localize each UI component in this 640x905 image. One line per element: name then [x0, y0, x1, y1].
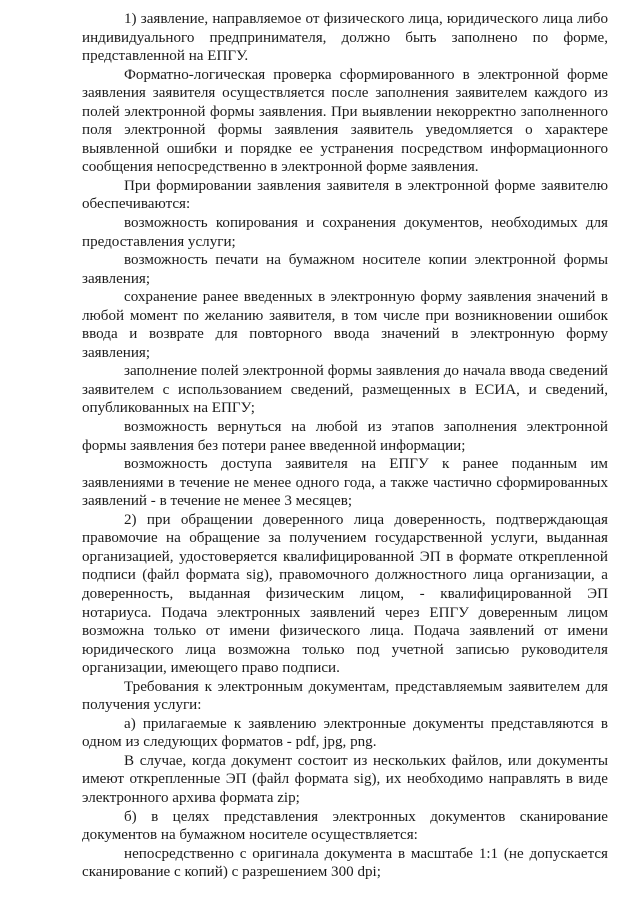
- paragraph-save-entered-values: сохранение ранее введенных в электронную форму заявления значений в любой момент по желанию заявителя, в том числе при возникновении ошибок ввода и возврате для повторного ввода значений в электронную форму заявления;: [82, 289, 608, 361]
- paragraph-form-provisions-intro: При формировании заявления заявителя в электронной форме заявителю обеспечиваются:: [82, 177, 608, 213]
- paragraph-prefill-from-esia: заполнение полей электронной формы заявления до начала ввода сведений заявителем с использованием сведений, размещенных в ЕСИА, и сведений, опубликованных на ЕПГУ;: [82, 363, 608, 417]
- paragraph-allowed-formats: а) прилагаемые к заявлению электронные документы представляются в одном из следующих форматов - pdf, jpg, png.: [82, 715, 608, 751]
- paragraph-copy-save-documents: возможность копирования и сохранения документов, необходимых для предоставления услуги;: [82, 215, 608, 250]
- paragraph-application-form-requirement: 1) заявление, направляемое от физического лица, юридического лица либо индивидуального предпринимателя, должно быть заполнено по форме, представленной на ЕПГУ.: [82, 11, 608, 65]
- paragraph-return-to-step: возможность вернуться на любой из этапов заполнения электронной формы заявления без потери ранее введенной информации;: [82, 419, 608, 454]
- paragraph-scan-resolution: непосредственно с оригинала документа в масштабе 1:1 (не допускается сканирование с копий) с разрешением 300 dpi;: [82, 845, 608, 881]
- paragraph-print-copy: возможность печати на бумажном носителе копии электронной формы заявления;: [82, 252, 608, 287]
- paragraph-zip-archive: В случае, когда документ состоит из нескольких файлов, или документы имеют открепленные ЭП (файл формата sig), их необходимо направлять в виде электронного архива формата zip;: [82, 752, 608, 806]
- paragraph-access-previous-applications: возможность доступа заявителя на ЕПГУ к ранее поданным им заявлениями в течение не менее одного года, а также частично сформированных заявлений - в течение не менее 3 месяцев;: [82, 456, 608, 510]
- paragraph-format-logic-check: Форматно-логическая проверка сформированного в электронной форме заявления заявителя осуществляется после заполнения заявителем каждого из полей электронной формы заявления. При выявлении некорректно заполненного поля электронной формы заявления заявитель уведомляется о характере выявленной ошибки и порядке ее устранения посредством информационного сообщения непосредственно в электронной форме заявления.: [82, 66, 608, 176]
- paragraph-scanning-intro: б) в целях представления электронных документов сканирование документов на бумажном носителе осуществляется:: [82, 808, 608, 844]
- paragraph-power-of-attorney: 2) при обращении доверенного лица доверенность, подтверждающая правомочие на обращение за получением государственной услуги, выданная организацией, удостоверяется квалифицированной ЭП в формате открепленной подписи (файл формата sig), правомочного должностного лица организации, а доверенность, выданная физическим лицом, - квалифицированной ЭП нотариуса. Подача электронных заявлений через ЕПГУ доверенным лицом возможна только от имени физического лица. Подача заявлений от имени юридического лица возможна только под учетной записью руководителя организации, имеющего право подписи.: [82, 511, 608, 677]
- paragraph-electronic-docs-requirements: Требования к электронным документам, представляемым заявителем для получения услуги:: [82, 678, 608, 714]
- document-page: [82, 10, 608, 900]
